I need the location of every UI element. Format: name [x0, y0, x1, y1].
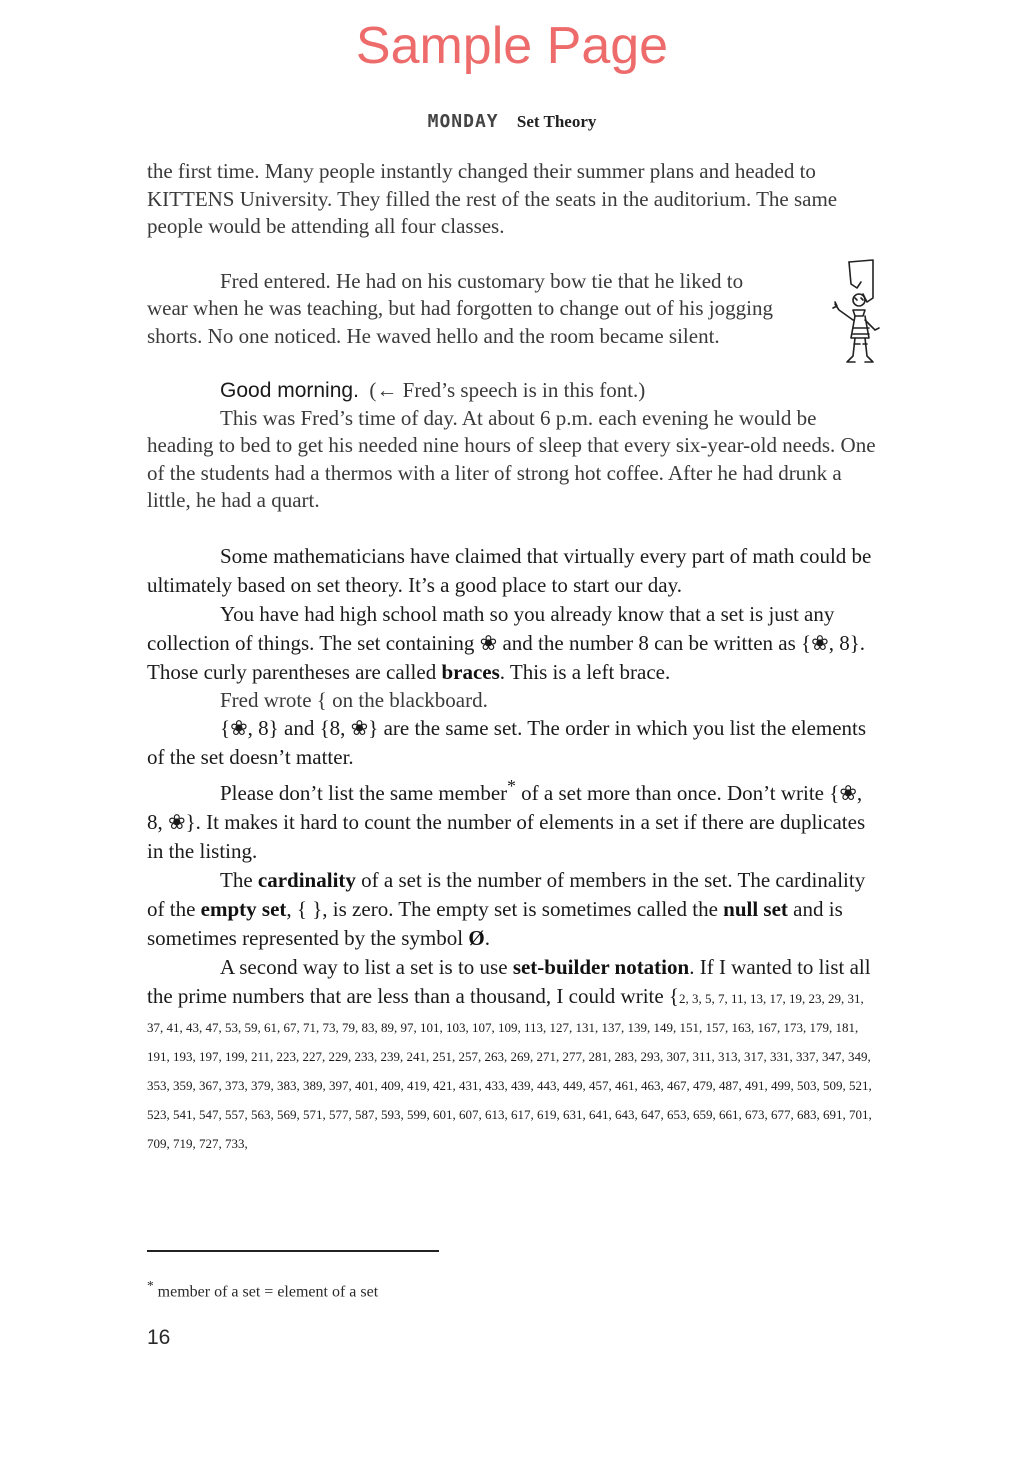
- page-number: 16: [147, 1326, 171, 1349]
- text-run: You have had high school math so you already know that a set is just any collection of things. The set containing ❀ and the number 8 can be written as {❀, 8}. Those curly parentheses are called: [147, 601, 866, 684]
- header-topic: Set Theory: [516, 112, 597, 131]
- footnote-marker: *: [507, 776, 516, 796]
- paragraph-set-theory-intro: Some mathematicians have claimed that virtually every part of math could be ultimately based on set theory. It’s a good place to start our day.: [147, 543, 872, 597]
- term-null-set: null set: [723, 897, 788, 921]
- fred-entrance-block: [147, 268, 877, 351]
- header-day: MONDAY: [427, 111, 499, 132]
- paragraph-continuation: the first time. Many people instantly changed their summer plans and headed to KITTENS University. They filled the rest of the seats in the auditorium. The same people would be attending all four classes.: [147, 159, 838, 238]
- term-cardinality: cardinality: [257, 868, 356, 892]
- primes-list: 2, 3, 5, 7, 11, 13, 17, 19, 23, 29, 31, 37, 41, 43, 47, 53, 59, 61, 67, 71, 73, 79, 83, 89, 97, 101, 103, 107, 109, 113, 127, 131, 137, 139, 149, 151, 157, 163, 167, 173, 179, 181, 191, 193, 197, 199, 211, 223, 227, 229, 233, 239, 241, 251, 257, 263, 269, 271, 277, 281, 283, 293, 307, 311, 313, 317, 331, 337, 347, 349, 353, 359, 367, 373, 379, 383, 389, 397, 401, 409, 419, 421, 431, 433, 439, 443, 449, 457, 461, 463, 467, 479, 487, 491, 499, 503, 509, 521, 523, 541, 547, 557, 563, 569, 571, 577, 587, 593, 599, 601, 607, 613, 617, 619, 631, 641, 643, 647, 653, 659, 661, 673, 677, 683, 691, 701, 709, 719, 727, 733,: [147, 991, 872, 1151]
- text-run: of a set more than once. Don’t write {❀, 8, ❀}. It makes it hard to count the number of elements in a set if there are duplicates in the listing.: [147, 781, 866, 863]
- running-header: [0, 110, 1024, 134]
- text-run: and is sometimes represented by the symbol: [147, 897, 843, 950]
- paragraph-good-morning: [147, 377, 877, 405]
- text-run: . If I wanted to list all the prime numbers that are less than a thousand, I could write {: [147, 955, 871, 1008]
- paragraph-duplicates: [147, 772, 877, 866]
- page-content: [147, 158, 877, 1156]
- term-empty-set: empty set: [200, 897, 287, 921]
- text-run: , { }, is zero. The empty set is sometimes called the: [286, 897, 724, 921]
- term-braces: braces: [441, 659, 500, 684]
- paragraph-set-definition: [147, 600, 877, 687]
- footnote-rule: [147, 1250, 439, 1252]
- text-run: of a set is the number of members in the set. The cardinality of the: [147, 868, 866, 921]
- text-run: The: [220, 868, 258, 892]
- paragraph-fred-entered: Fred entered. He had on his customary bow tie that he liked to wear when he was teaching, but had forgotten to change out of his jogging shorts. No one noticed. He waved hello and the room became silent.: [147, 268, 773, 348]
- text-run: . This is a left brace.: [499, 659, 671, 684]
- fred-drawing-icon: [829, 258, 889, 370]
- paragraph-order: {❀, 8} and {8, ❀} are the same set. The order in which you list the elements of the set doesn’t matter.: [147, 716, 867, 769]
- term-set-builder-notation: set-builder notation: [512, 955, 690, 979]
- footnote-mark: *: [147, 1278, 154, 1293]
- footnote-text: member of a set = element of a set: [153, 1283, 379, 1301]
- text-run: A second way to list a set is to use: [220, 955, 513, 979]
- paragraph-freds-time: This was Fred’s time of day. At about 6 p.m. each evening he would be heading to bed to get his needed nine hours of sleep that every six-year-old needs. One of the students had a thermos with a liter of strong hot coffee. After he had drunk a little, he had a quart.: [147, 405, 876, 512]
- paragraph-fred-wrote: Fred wrote { on the blackboard.: [220, 687, 488, 712]
- paragraph-cardinality: [147, 866, 877, 953]
- empty-set-symbol: Ø: [468, 926, 485, 950]
- paragraph-set-builder: [147, 953, 877, 1156]
- fred-speech-text: Good morning.: [220, 379, 359, 402]
- text-run: .: [484, 926, 490, 950]
- footnote: [147, 1278, 378, 1301]
- sample-page-watermark: Sample Page: [355, 17, 669, 75]
- speech-font-note: (← Fred’s speech is in this font.): [369, 378, 646, 402]
- text-run: Please don’t list the same member: [220, 781, 508, 805]
